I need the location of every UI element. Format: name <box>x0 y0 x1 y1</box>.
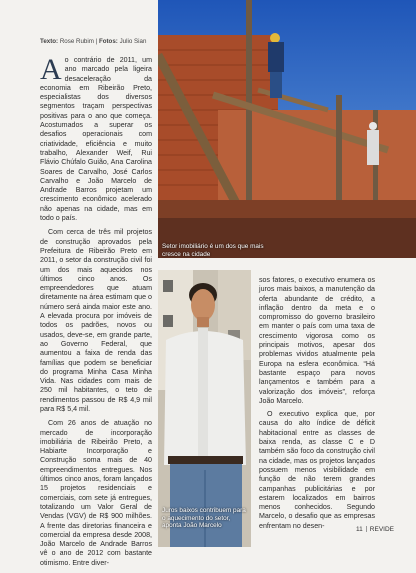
text-credit-author: Rose Rubim <box>59 38 94 45</box>
folio-divider <box>366 526 367 532</box>
text-credit-label: Texto: <box>40 38 59 45</box>
photo-caption-portrait: Juros baixos contribuem para o aquecimento do setor, aponta João Marcelo <box>162 507 246 530</box>
article-paragraph-2: Com cerca de três mil projetos de construção aprovados pela Prefeitura de Ribeirão Preto em 2011, o setor da construção civil foi um dos mais aquecidos nos últimos cinco anos. Os empreendedores que atuam diretamente na área estimam que o número será ainda maior este ano. A elevada procura por imóveis de todos os padrões, novos ou usados, deve-se, em grande parte, ao Governo Federal, que aumentou a faixa de renda das famílias que podem se beneficiar do programa Minha Casa Minha Vida. Nas cidades com mais de 250 mil habitantes, o teto de rendimentos passou de R$ 4,9 mil para R$ 5,4 mil. <box>40 228 152 413</box>
paragraph-1-text: o contrário de 2011, um ano marcado pela ligeira desaceleração da economia em Ribeirão Preto, especialistas dos diversos segmentos traçam perspectivas positivas para o ano que começa. Acostumados a superar os desafios operacionais com criatividade, eficiência e muito trabalho, Alexander Weif, Rui Flávio Chúfalo Guião, Ana Carolina Soares de Carvalho, José Carlos Carvalho e João Marcelo de Andrade Barros projetam um crescimento econômico acelerado não apenas na cidade, mas em todo o país. <box>40 56 152 223</box>
photo-credit-author: Julio Sian <box>119 38 147 45</box>
article-column-right <box>259 276 375 535</box>
article-paragraph-5: O executivo explica que, por causa do alto índice de déficit habitacional entre as classes de baixa renda, as classe C e D também são foco da construção civil na cidade, mas os projetos lançados possuem menos visibilidade em função de não terem grandes campanhas publicitárias e por estarem localizados em bairros menos conhecidos. Segundo Marcelo, o desafio que as empresas enfrentam no desen- <box>259 410 375 530</box>
article-paragraph-3: Com 26 anos de atuação no mercado de incorporação imobiliária de Ribeirão Preto, a Habiarte Incorporação e Construção soma mais de 40 empreendimentos entregues. Nos últimos cinco anos, foram lançados 15 projetos residenciais e comerciais, com sete já entregues, totalizando um Valor Geral de Vendas (VGV) de R$ 900 milhões. A frente das diretorias financeira e comercial da empresa desde 2008, João Marcelo de Andrade Barros vê o ano de 2012 com bastante otimismo. Entre diver- <box>40 419 152 567</box>
article-paragraph-4: sos fatores, o executivo enumera os juros mais baixos, a manutenção da oferta abundante de crédito, a inflação dentro da meta e o compromisso do governo brasileiro em manter o país com uma taxa de crescimento vigorosa como os principais motivos, apesar dos problemas vividos atualmente pela Europa na esfera econômica. “Há bastante espaço para novos lançamentos e também para a valorização dos imóveis”, reforça João Marcelo. <box>259 276 375 405</box>
construction-photo <box>158 0 416 258</box>
article-paragraph-1 <box>40 53 152 223</box>
photo-caption-construction: Setor imobiliário é um dos que mais cresce na cidade <box>162 243 264 258</box>
page-folio <box>356 526 394 533</box>
article-column-left <box>40 53 152 573</box>
drop-cap: A <box>40 53 62 86</box>
credits-line <box>40 38 146 45</box>
credit-separator: | <box>93 38 99 45</box>
photo-credit-label: Fotos: <box>98 38 118 45</box>
portrait-photo <box>158 270 251 547</box>
magazine-name: REVIDE <box>369 526 394 533</box>
page-number: 11 <box>356 526 363 533</box>
